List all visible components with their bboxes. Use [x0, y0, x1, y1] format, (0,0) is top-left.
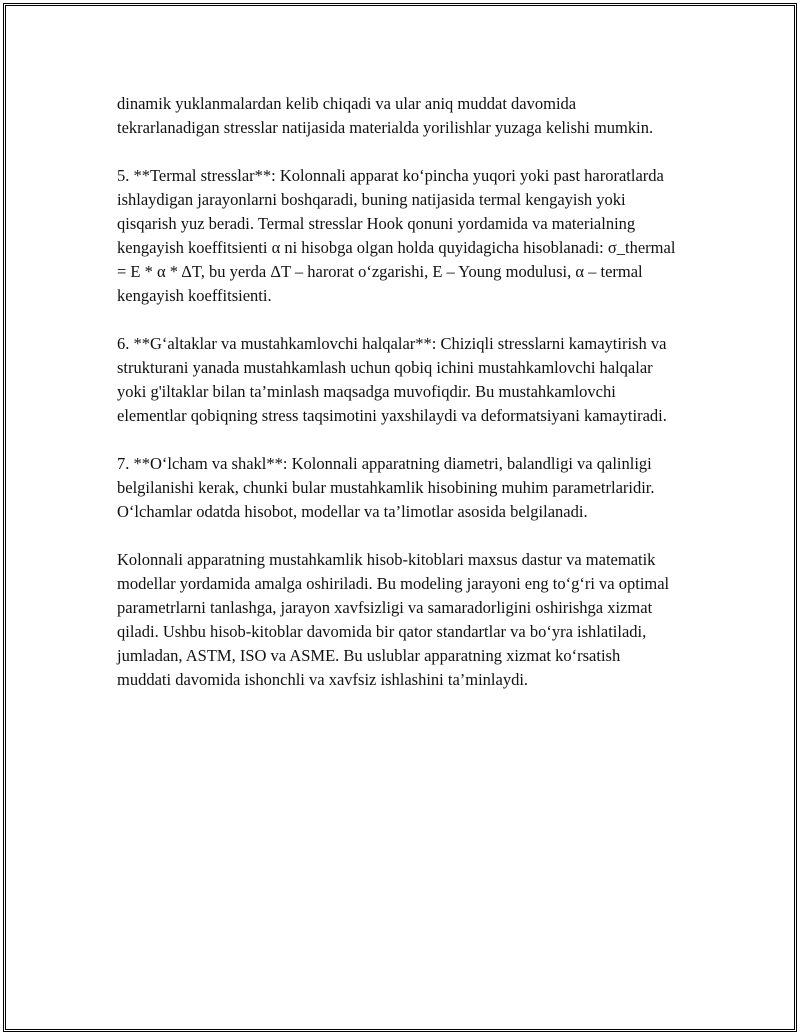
document-body	[117, 92, 677, 716]
paragraph-size-and-shape: 7. **O‘lcham va shakl**: Kolonnali apparatning diametri, balandligi va qalinligi belgilanishi kerak, chunki bular mustahkamlik hisobining muhim parametrlaridir. O‘lchamlar odatda hisobot, modellar va ta’limotlar asosida belgilanadi.	[117, 454, 655, 521]
paragraph-conclusion: Kolonnali apparatning mustahkamlik hisob-kitoblari maxsus dastur va matematik modellar yordamida amalga oshiriladi. Bu modeling jarayoni eng to‘g‘ri va optimal parametrlarni tanlashga, jarayon xavfsizligi va samaradorligini oshirishga xizmat qiladi. Ushbu hisob-kitoblar davomida bir qator standartlar va bo‘yra ishlatiladi, jumladan, ASTM, ISO va ASME. Bu uslublar apparatning xizmat ko‘rsatish muddati davomida ishonchli va xavfsiz ishlashini ta’minlaydi.	[117, 550, 670, 689]
paragraph-reinforcing-rings: 6. **G‘altaklar va mustahkamlovchi halqalar**: Chiziqli stresslarni kamaytirish va strukturani yanada mustahkamlash uchun qobiq ichini mustahkamlovchi halqalar yoki g'iltaklar bilan ta’minlash maqsadga muvofiqdir. Bu mustahkamlovchi elementlar qobiqning stress taqsimotini yaxshilaydi va deformatsiyani kamaytiradi.	[117, 334, 667, 425]
paragraph-continuation: dinamik yuklanmalardan kelib chiqadi va ular aniq muddat davomida tekrarlanadigan stresslar natijasida materialda yorilishlar yuzaga kelishi mumkin.	[117, 94, 654, 137]
paragraph-thermal-stresses: 5. **Termal stresslar**: Kolonnali apparat ko‘pincha yuqori yoki past haroratlarda ishlaydigan jarayonlarni boshqaradi, buning natijasida termal kengayish yoki qisqarish yuz beradi. Termal stresslar Hook qonuni yordamida va materialning kengayish koeffitsienti α ni hisobga olgan holda quyidagicha hisoblanadi: σ_thermal = E * α * ΔT, bu yerda ΔT – harorat o‘zgarishi, E – Young modulusi, α – termal kengayish koeffitsienti.	[117, 166, 676, 305]
